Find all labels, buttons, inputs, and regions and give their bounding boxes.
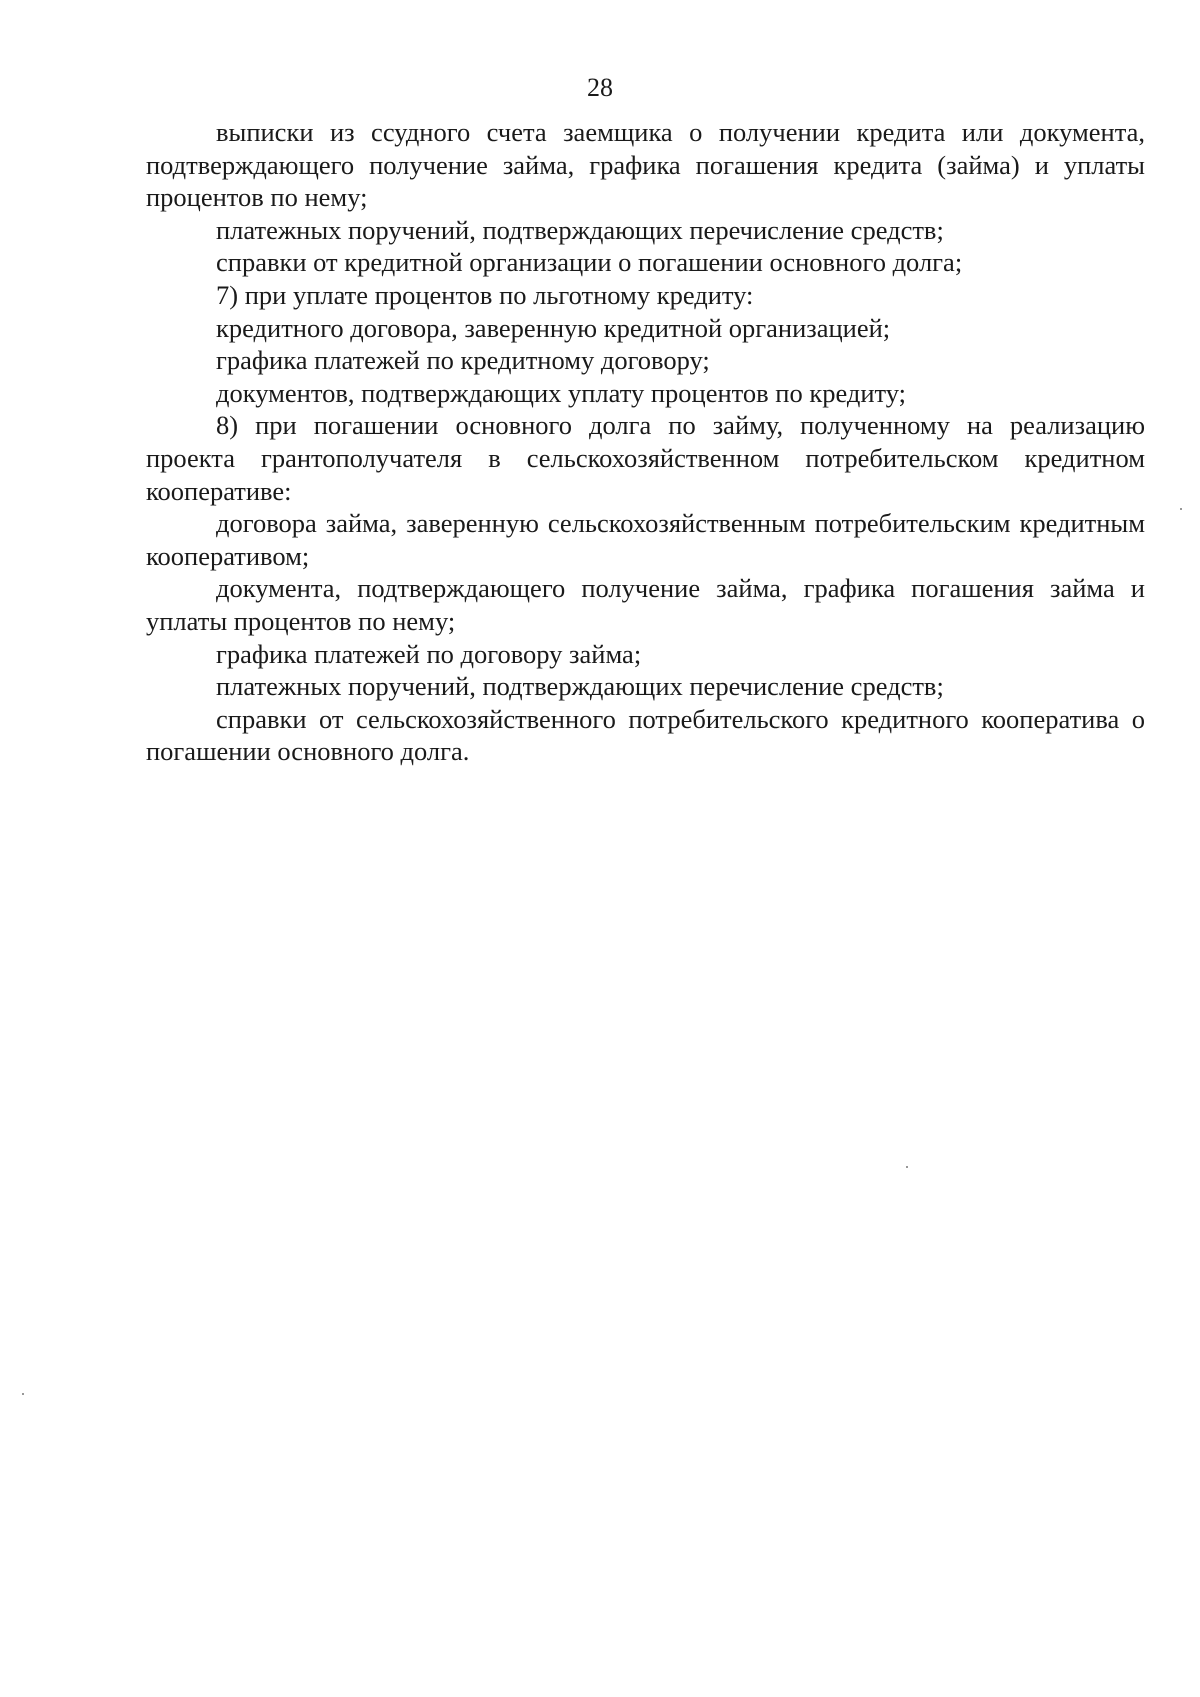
- paragraph: справки от кредитной организации о погашении основного долга;: [216, 247, 963, 278]
- document-body: [146, 116, 1145, 768]
- paragraph: 8) при погашении основного долга по займу, полученному на реализацию проекта грантополучателя в сельскохозяйственном потребительском кредитном кооперативе:: [146, 410, 1145, 506]
- paragraph: платежных поручений, подтверждающих перечисление средств;: [216, 214, 944, 245]
- paragraph: справки от сельскохозяйственного потребительского кредитного кооператива о погашении основного долга.: [146, 703, 1145, 767]
- paragraph: графика платежей по кредитному договору;: [216, 345, 710, 376]
- paragraph: выписки из ссудного счета заемщика о получении кредита или документа, подтверждающего получение займа, графика погашения кредита (займа) и уплаты процентов по нему;: [146, 117, 1145, 213]
- paragraph: договора займа, заверенную сельскохозяйственным потребительским кредитным кооперативом;: [146, 508, 1145, 571]
- scan-speck: [906, 1166, 908, 1168]
- scan-speck: [22, 1393, 24, 1395]
- page-number: 28: [587, 73, 613, 102]
- paragraph: платежных поручений, подтверждающих перечисление средств;: [216, 671, 944, 702]
- paragraph: документа, подтверждающего получение займа, графика погашения займа и уплаты процентов по нему;: [146, 573, 1145, 636]
- paragraph: кредитного договора, заверенную кредитной организацией;: [216, 312, 891, 343]
- paragraph: 7) при уплате процентов по льготному кредиту:: [216, 279, 754, 310]
- paragraph: документов, подтверждающих уплату процентов по кредиту;: [216, 377, 907, 408]
- scan-speck: [1180, 508, 1182, 510]
- paragraph: графика платежей по договору займа;: [216, 638, 642, 669]
